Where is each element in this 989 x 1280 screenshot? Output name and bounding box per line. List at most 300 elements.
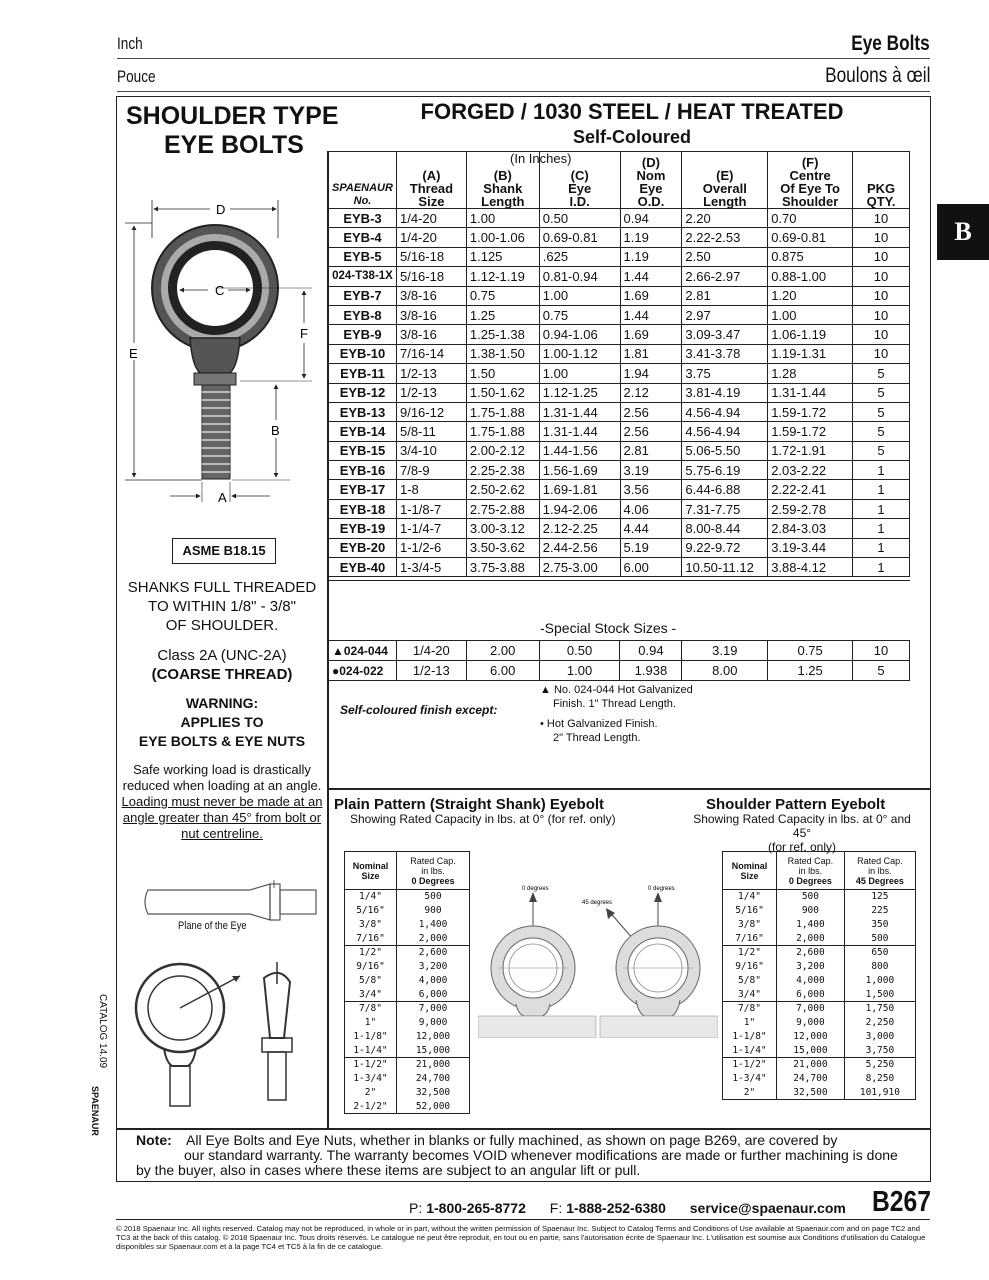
footer-rule (116, 1219, 930, 1220)
table-cell: 8,250 (844, 1072, 915, 1086)
table-cell: 3.88-4.12 (768, 558, 853, 577)
table-cell: 024-T38-1X (329, 267, 397, 286)
table-cell: 10 (853, 305, 910, 324)
dim-label-d: D (216, 202, 226, 217)
table-cell: 7.31-7.75 (682, 499, 768, 518)
plain-capacity-table (344, 851, 470, 1114)
table-cell: 1.72-1.91 (768, 441, 853, 460)
table-cell: 1.25 (768, 661, 853, 681)
table-cell: EYB-11 (329, 364, 397, 383)
table-cell: 10 (853, 267, 910, 286)
table-cell: 1-1/2-6 (396, 538, 466, 557)
table-cell: 5 (853, 402, 910, 421)
table-cell: 4,000 (397, 974, 470, 988)
table-cell: 3,200 (777, 960, 845, 974)
table-row (345, 1002, 470, 1016)
table-cell: 1.00 (539, 661, 620, 681)
table-cell: EYB-7 (329, 286, 397, 305)
table-cell: 1-8 (396, 480, 466, 499)
table-cell: 1/4-20 (396, 209, 466, 228)
table-cell: 3.75 (682, 364, 768, 383)
table-cell: 1.44-1.56 (539, 441, 620, 460)
table-cell: EYB-19 (329, 519, 397, 538)
table-cell: 4.44 (620, 519, 682, 538)
table-cell: 1-1/4" (723, 1044, 777, 1058)
table-cell: 32,500 (397, 1086, 470, 1100)
table-cell: 1.00 (466, 209, 539, 228)
table-cell: 1 (853, 538, 910, 557)
table-row (329, 499, 910, 518)
table-cell: 1/4-20 (396, 228, 466, 247)
table-row (329, 344, 910, 363)
table-cell: 3,750 (844, 1044, 915, 1058)
table-cell: 2.97 (682, 305, 768, 324)
table-row (723, 1044, 916, 1058)
table-cell: 21,000 (777, 1058, 845, 1072)
table-cell: 2,250 (844, 1016, 915, 1030)
table-cell: 2.12 (620, 383, 682, 402)
col-header-b: (B) Shank Length (466, 152, 539, 209)
table-cell: 9/16" (723, 960, 777, 974)
table-cell: 2.59-2.78 (768, 499, 853, 518)
table-cell: 10.50-11.12 (682, 558, 768, 577)
table-row (329, 461, 910, 480)
table-cell: 5/16" (345, 904, 397, 918)
finish-exception: Self-coloured finish except: (340, 703, 498, 717)
table-cell: 1.75-1.88 (466, 422, 539, 441)
table-row (329, 402, 910, 421)
table-cell: 3/8-16 (396, 286, 466, 305)
table-cell: 2.00 (466, 641, 539, 661)
table-cell: 9/16-12 (396, 402, 466, 421)
table-cell: 1.00-1.06 (466, 228, 539, 247)
table-cell: 2,000 (397, 932, 470, 946)
table-cell: 1/2" (723, 946, 777, 960)
table-row (723, 890, 916, 904)
table-cell: 1.06-1.19 (768, 325, 853, 344)
dim-label-a: A (218, 490, 227, 505)
load-angle-figure (478, 878, 718, 1038)
table-cell: 5/16-18 (396, 247, 466, 266)
table-cell: 3.75-3.88 (466, 558, 539, 577)
table-cell: 1.25 (466, 305, 539, 324)
table-cell: 0.875 (768, 247, 853, 266)
legal-text: © 2018 Spaenaur Inc. All rights reserved. Catalog may not be reproduced, in whole or in part, without the written permission of Spaenaur Inc. Subject to Catalog Terms and Conditions of Use available at Spaenaur.com and on page TC2 and TC3 at the back of this catalog. © 2018 Spaenaur Inc. Tous droits réservés. Le catalogue ne peut être reproduit, en tout ou en partie, sans l'autorisation écrite de Spaenaur Inc. L'utilisation est soumise aux Conditions d'utilisation du Catalogue disponibles sur Spaenaur.com et à la page TC4 et TC5 à la fin de ce catalogue. (116, 1224, 926, 1251)
table-cell: 1.44 (620, 305, 682, 324)
table-cell: 1,400 (777, 918, 845, 932)
table-row (345, 932, 470, 946)
table-cell: 500 (844, 932, 915, 946)
table-row (329, 441, 910, 460)
table-cell: 1.44 (620, 267, 682, 286)
table-cell: 3.50-3.62 (466, 538, 539, 557)
table-row (329, 538, 910, 557)
table-cell: 1.69 (620, 325, 682, 344)
table-cell: 1-1/2" (345, 1058, 397, 1072)
table-cell: 1.00 (539, 364, 620, 383)
table-cell: 2.66-2.97 (682, 267, 768, 286)
dim-label-f: F (300, 326, 308, 341)
table-cell: 4.56-4.94 (682, 422, 768, 441)
fax: F: 1-888-252-6380 (549, 1200, 666, 1216)
plain-pattern-title: Plain Pattern (Straight Shank) Eyebolt (334, 796, 605, 813)
table-cell: 1.59-1.72 (768, 422, 853, 441)
forty-five-degree-label: 45 degrees (582, 900, 613, 906)
table-cell: 1/2-13 (396, 383, 466, 402)
table-cell: 5.06-5.50 (682, 441, 768, 460)
table-cell: 0.69-0.81 (539, 228, 620, 247)
warning-heading: WARNING: APPLIES TO EYE BOLTS & EYE NUTS (138, 695, 306, 749)
table-cell: 2.12-2.25 (539, 519, 620, 538)
table-cell: 0.94-1.06 (539, 325, 620, 344)
dim-label-c: C (215, 283, 225, 298)
shoulder-pattern-subtitle: Showing Rated Capacity in lbs. at 0° and 45° (for ref. only) (693, 812, 911, 854)
table-cell: 5/8-11 (396, 422, 466, 441)
table-row (723, 918, 916, 932)
table-row (329, 641, 910, 661)
cap-header-nominal: Nominal Size (345, 852, 397, 890)
note-divider (116, 1128, 931, 1130)
table-cell: 1.50-1.62 (466, 383, 539, 402)
table-cell: 0.75 (539, 305, 620, 324)
table-cell: 2.22-2.53 (682, 228, 768, 247)
table-row (329, 480, 910, 499)
table-row (345, 918, 470, 932)
table-cell: 1.20 (768, 286, 853, 305)
table-cell: EYB-12 (329, 383, 397, 402)
table-cell: 1 (853, 461, 910, 480)
cap-header-rated-45: Rated Cap. in lbs. 45 Degrees (844, 852, 915, 890)
table-cell: 24,700 (397, 1072, 470, 1086)
table-cell: 12,000 (397, 1030, 470, 1044)
table-cell: 10 (853, 209, 910, 228)
zero-degree-label: 0 degrees (522, 886, 549, 892)
table-cell: EYB-17 (329, 480, 397, 499)
section-title: Eye Bolts (851, 32, 930, 55)
table-cell: EYB-8 (329, 305, 397, 324)
table-row (329, 267, 910, 286)
table-cell: 3.00-3.12 (466, 519, 539, 538)
email-link[interactable]: service@spaenaur.com (689, 1200, 846, 1216)
table-cell: EYB-16 (329, 461, 397, 480)
cap-header-nominal: Nominal Size (723, 852, 777, 890)
table-cell: 32,500 (777, 1086, 845, 1100)
table-cell: 0.50 (539, 209, 620, 228)
table-cell: 1.69 (620, 286, 682, 305)
col-header-d: (D) Nom Eye O.D. (620, 152, 682, 209)
warranty-note: Note: All Eye Bolts and Eye Nuts, whether in blanks or fully machined, as shown on page B269, are covered by our standard warranty. The warranty becomes VOID whenever modifications are made or further machining is done by the buyer, also in cases where these items are subject to an angular lift or pull. (136, 1132, 898, 1178)
table-cell: 6.00 (620, 558, 682, 577)
table-cell: 10 (853, 247, 910, 266)
table-cell: 3/8" (723, 918, 777, 932)
table-cell: 0.70 (768, 209, 853, 228)
table-cell: 3/8" (345, 918, 397, 932)
table-cell: 500 (397, 890, 470, 904)
table-row (329, 383, 910, 402)
table-row (723, 960, 916, 974)
table-cell: 1.125 (466, 247, 539, 266)
unit-label-pouce: Pouce (117, 67, 156, 86)
col-header-pkg: PKG QTY. (853, 152, 910, 209)
table-cell: 3,000 (844, 1030, 915, 1044)
table-cell: 0.50 (539, 641, 620, 661)
table-cell: 1.94 (620, 364, 682, 383)
table-cell: 6,000 (397, 988, 470, 1002)
table-row (723, 932, 916, 946)
phone[interactable]: P: 1-800-265-8772 (409, 1200, 526, 1216)
table-cell: 1-3/4" (723, 1072, 777, 1086)
table-cell: 1/4" (345, 890, 397, 904)
table-cell: 24,700 (777, 1072, 845, 1086)
unit-label-inch: Inch (117, 34, 143, 53)
table-rule (328, 580, 910, 581)
table-cell: 1.00 (768, 305, 853, 324)
table-cell: 2.56 (620, 422, 682, 441)
table-row (723, 946, 916, 960)
table-row (723, 988, 916, 1002)
table-cell: 1.38-1.50 (466, 344, 539, 363)
header-rule (117, 91, 930, 92)
table-cell: 1,000 (844, 974, 915, 988)
table-cell: 125 (844, 890, 915, 904)
table-cell: EYB-5 (329, 247, 397, 266)
table-cell: 0.94 (620, 209, 682, 228)
table-cell: 5 (853, 441, 910, 460)
table-cell: 7/8" (723, 1002, 777, 1016)
table-cell: 7/8" (345, 1002, 397, 1016)
table-cell: 9,000 (777, 1016, 845, 1030)
table-row (345, 1058, 470, 1072)
table-cell: 3,200 (397, 960, 470, 974)
table-cell: 2.81 (620, 441, 682, 460)
table-cell: 1.19 (620, 228, 682, 247)
table-cell: 4.06 (620, 499, 682, 518)
section-tab: B (937, 204, 989, 260)
table-cell: 2.81 (682, 286, 768, 305)
table-cell: 2.00-2.12 (466, 441, 539, 460)
table-row (345, 1100, 470, 1114)
table-cell: 0.69-0.81 (768, 228, 853, 247)
table-cell: ▲024-044 (329, 641, 397, 661)
table-row (723, 1058, 916, 1072)
table-cell: 1/2-13 (396, 661, 466, 681)
table-cell: 0.81-0.94 (539, 267, 620, 286)
table-cell: 1,750 (844, 1002, 915, 1016)
table-cell: 6.44-6.88 (682, 480, 768, 499)
table-cell: 5/16" (723, 904, 777, 918)
table-cell: 0.94 (620, 641, 682, 661)
table-cell: 1 (853, 519, 910, 538)
table-cell: 1" (723, 1016, 777, 1030)
table-row (329, 661, 910, 681)
table-cell: 1-1/4-7 (396, 519, 466, 538)
table-cell: 900 (397, 904, 470, 918)
table-cell: 4,000 (777, 974, 845, 988)
finish-note-galvanized-1: ▲ No. 024-044 Hot Galvanized Finish. 1" Thread Length. (540, 684, 693, 710)
table-cell: EYB-13 (329, 402, 397, 421)
table-cell: 1.81 (620, 344, 682, 363)
table-cell: 10 (853, 344, 910, 363)
table-row (345, 946, 470, 960)
table-row (345, 1016, 470, 1030)
table-cell: 2,000 (777, 932, 845, 946)
table-row (345, 1044, 470, 1058)
col-header-a: (A) Thread Size (396, 152, 466, 209)
table-row (345, 890, 470, 904)
table-cell: 3.56 (620, 480, 682, 499)
col-header-c: (C) Eye I.D. (539, 152, 620, 209)
table-cell: 800 (844, 960, 915, 974)
dim-label-e: E (129, 346, 138, 361)
table-cell: 5.75-6.19 (682, 461, 768, 480)
table-cell: 2.56 (620, 402, 682, 421)
table-row (345, 1072, 470, 1086)
table-row (723, 904, 916, 918)
table-cell: 1 (853, 480, 910, 499)
catalog-version: CATALOG 14.09 (97, 994, 108, 1069)
table-cell: 8.00 (682, 661, 768, 681)
table-row (723, 1016, 916, 1030)
table-cell: 5,250 (844, 1058, 915, 1072)
table-cell: 1 (853, 499, 910, 518)
contact-info (409, 1200, 846, 1216)
table-cell: 1.00-1.12 (539, 344, 620, 363)
table-cell: 1.50 (466, 364, 539, 383)
table-row (329, 422, 910, 441)
table-cell: EYB-10 (329, 344, 397, 363)
table-cell: EYB-14 (329, 422, 397, 441)
table-cell: 2.50 (682, 247, 768, 266)
angle-load-drawing (124, 958, 324, 1118)
table-cell: 7/16" (723, 932, 777, 946)
material-title: FORGED / 1030 STEEL / HEAT TREATED (420, 99, 844, 124)
table-row (345, 988, 470, 1002)
table-cell: 1-3/4" (345, 1072, 397, 1086)
table-cell: 10 (853, 325, 910, 344)
table-cell: 3/4" (345, 988, 397, 1002)
table-row (329, 305, 910, 324)
table-cell: EYB-9 (329, 325, 397, 344)
table-cell: 2.03-2.22 (768, 461, 853, 480)
col-header-part: SPAENAUR No. (329, 152, 397, 209)
table-row (329, 209, 910, 228)
table-cell: 10 (853, 228, 910, 247)
table-cell: 2,600 (397, 946, 470, 960)
table-cell: 1,400 (397, 918, 470, 932)
table-cell: 1.19-1.31 (768, 344, 853, 363)
table-cell: 0.75 (466, 286, 539, 305)
table-cell: 2" (345, 1086, 397, 1100)
table-cell: 1.94-2.06 (539, 499, 620, 518)
table-cell: 2.75-2.88 (466, 499, 539, 518)
table-row (329, 558, 910, 577)
brand-mark: SPAENAUR (90, 1086, 100, 1136)
col-header-e: (E) Overall Length (682, 152, 768, 209)
page-number: B267 (872, 1186, 931, 1218)
col-header-f: (F) Centre Of Eye To Shoulder (768, 152, 853, 209)
table-cell: 9,000 (397, 1016, 470, 1030)
table-cell: 1/2-13 (396, 364, 466, 383)
table-cell: 5/16-18 (396, 267, 466, 286)
table-cell: 1.56-1.69 (539, 461, 620, 480)
table-row (345, 1030, 470, 1044)
table-row (723, 974, 916, 988)
table-row (329, 519, 910, 538)
table-cell: 2" (723, 1086, 777, 1100)
table-cell: 10 (853, 286, 910, 305)
table-cell: 1.31-1.44 (768, 383, 853, 402)
zero-degree-label: 0 degrees (648, 886, 675, 892)
table-cell: 9.22-9.72 (682, 538, 768, 557)
table-row (329, 247, 910, 266)
table-cell: 350 (844, 918, 915, 932)
safe-load-warning: Safe working load is drastically reduced when loading at an angle. Loading must never be made at an angle greater than 45° from bolt or nut centreline. (121, 762, 323, 841)
table-cell: 21,000 (397, 1058, 470, 1072)
table-cell: 1.19 (620, 247, 682, 266)
table-cell: 5.19 (620, 538, 682, 557)
table-row (345, 974, 470, 988)
header-rule (117, 58, 930, 59)
plane-caption: Plane of the Eye (178, 920, 247, 932)
note-label: Note: (136, 1132, 172, 1148)
spec-table (328, 151, 910, 577)
table-row (345, 1086, 470, 1100)
table-row (723, 1086, 916, 1100)
table-cell: 650 (844, 946, 915, 960)
table-cell: 7/16-14 (396, 344, 466, 363)
table-cell: 2.50-2.62 (466, 480, 539, 499)
table-cell: 2-1/2" (345, 1100, 397, 1114)
table-row (329, 364, 910, 383)
table-cell: 3/4" (723, 988, 777, 1002)
table-cell: EYB-3 (329, 209, 397, 228)
table-cell: 12,000 (777, 1030, 845, 1044)
table-cell: 1.25-1.38 (466, 325, 539, 344)
table-cell: 225 (844, 904, 915, 918)
table-cell: 2.75-3.00 (539, 558, 620, 577)
table-cell: 1.75-1.88 (466, 402, 539, 421)
table-cell: 5 (853, 364, 910, 383)
table-row (329, 325, 910, 344)
table-cell: 2.20 (682, 209, 768, 228)
cap-header-rated-0: Rated Cap. in lbs. 0 Degrees (397, 852, 470, 890)
table-cell: 1" (345, 1016, 397, 1030)
table-cell: 2.22-2.41 (768, 480, 853, 499)
table-cell: 2,600 (777, 946, 845, 960)
table-cell: 1.31-1.44 (539, 402, 620, 421)
table-cell: 1/4-20 (396, 641, 466, 661)
table-cell: 2.84-3.03 (768, 519, 853, 538)
shoulder-capacity-table (722, 851, 916, 1100)
table-cell: 1.69-1.81 (539, 480, 620, 499)
table-cell: 3.19 (682, 641, 768, 661)
section-title-fr: Boulons à œil (824, 64, 930, 87)
thread-note: SHANKS FULL THREADED TO WITHIN 1/8" - 3/8" OF SHOULDER. (127, 579, 317, 634)
table-row (723, 1030, 916, 1044)
dim-label-b: B (271, 423, 280, 438)
table-row (345, 904, 470, 918)
table-cell: 3/8-16 (396, 325, 466, 344)
cap-header-rated-0: Rated Cap. in lbs. 0 Degrees (777, 852, 845, 890)
table-cell: 3.19-3.44 (768, 538, 853, 557)
table-cell: EYB-20 (329, 538, 397, 557)
table-cell: 5/8" (345, 974, 397, 988)
table-cell: 1-3/4-5 (396, 558, 466, 577)
table-cell: 3.19 (620, 461, 682, 480)
table-cell: 1-1/8-7 (396, 499, 466, 518)
table-cell: 52,000 (397, 1100, 470, 1114)
table-cell: 5 (853, 661, 910, 681)
